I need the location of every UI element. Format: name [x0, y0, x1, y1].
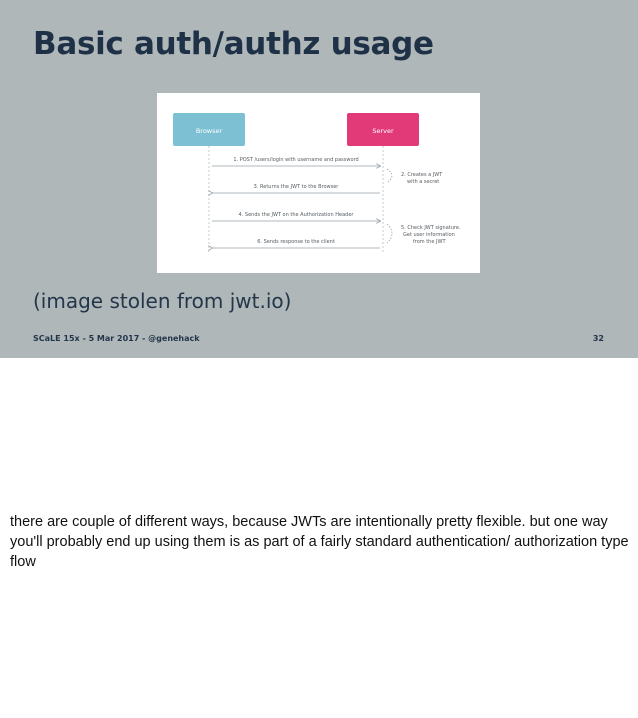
image-credit-caption: (image stolen from jwt.io): [33, 289, 292, 313]
server-note-1-line-1: 2. Creates a JWT: [401, 172, 443, 178]
step-4-label: 4. Sends the JWT on the Authorization Header: [238, 212, 354, 218]
step-3-label: 3. Returns the JWT to the Browser: [253, 184, 339, 190]
server-self-arrow-1: [387, 169, 392, 183]
server-self-arrow-2: [387, 224, 392, 243]
server-label: Server: [372, 127, 394, 135]
browser-label: Browser: [195, 127, 223, 135]
server-note-2-line-3: from the JWT: [413, 239, 446, 245]
server-note-1: [401, 172, 444, 185]
jwt-flow-diagram: [157, 93, 480, 273]
slide-footer-event: SCaLE 15x - 5 Mar 2017 - @genehack: [33, 334, 200, 343]
step-1-label: 1. POST /users/login with username and password: [233, 157, 359, 163]
server-note-2: [401, 225, 462, 245]
slide-page-number: 32: [592, 334, 604, 343]
diagram-canvas: [157, 93, 480, 273]
server-note-2-line-1: 5. Check JWT signature.: [401, 225, 461, 231]
server-note-2-line-2: Get user information: [403, 232, 455, 238]
server-note-1-line-2: with a secret: [407, 179, 440, 185]
step-6-label: 6. Sends response to the client: [257, 239, 335, 245]
slide-title: Basic auth/authz usage: [33, 26, 434, 62]
speaker-notes: there are couple of different ways, because JWTs are intentionally pretty flexible. but one way you'll probably end up using them is as part of a fairly standard authentication/ authorization type flow: [10, 514, 629, 570]
slide: [0, 0, 638, 358]
